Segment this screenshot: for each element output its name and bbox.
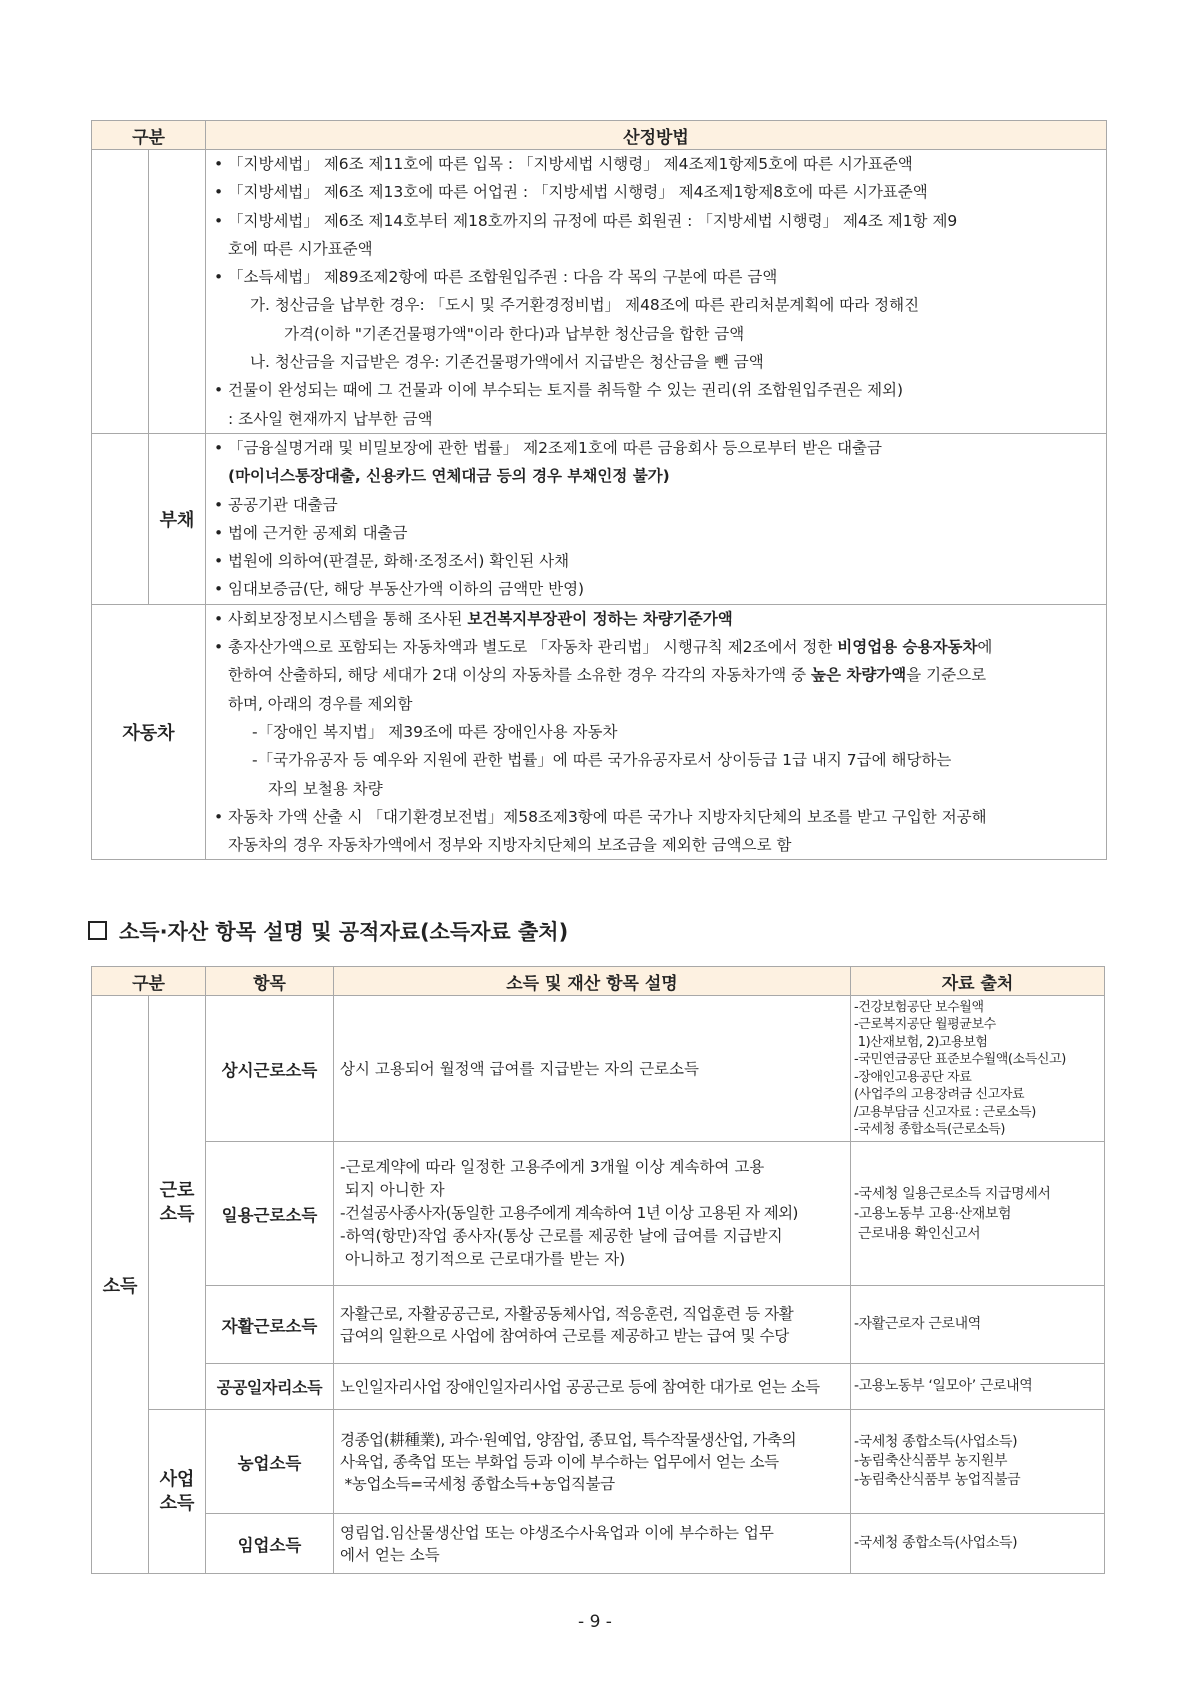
sub-item-continuation: 가격(이하 "기존건물평가액"이라 한다)과 납부한 청산금을 합한 금액 [284, 324, 745, 343]
section-heading [88, 916, 568, 946]
description-line: 에서 얻는 소득 [340, 1545, 440, 1564]
table-row [92, 1286, 1105, 1364]
debt-method-cell [206, 433, 1107, 604]
source-line: -장애인고용공단 자료 [854, 1069, 972, 1085]
item-description [334, 1142, 851, 1286]
description-line: 자활근로, 자활공공근로, 자활공동체사업, 적응훈련, 직업훈련 등 자활 [340, 1304, 794, 1323]
checkbox-square-icon [88, 921, 107, 940]
empty-cell [92, 150, 149, 434]
description-line: *농업소득=국세청 종합소득+농업직불금 [340, 1474, 615, 1493]
table-row [92, 604, 1107, 860]
table-row [92, 1142, 1105, 1286]
description-line: 경종업(耕種業), 과수·원예업, 양잠업, 종묘업, 특수작물생산업, 가축의 [340, 1430, 797, 1449]
source-line: /고용부담금 신고자료 : 근로소득) [854, 1104, 1036, 1120]
source-line: -자활근로자 근로내역 [854, 1315, 981, 1332]
item-description [334, 996, 851, 1142]
source-line: -건강보험공단 보수월액 [854, 999, 984, 1015]
income-source-table [91, 966, 1105, 1574]
list-item-note: (마이너스통장대출, 신용카드 연체대금 등의 경우 부채인정 불가) [228, 467, 670, 486]
description-line: -건설공사종사자(동일한 고용주에게 계속하여 1년 이상 고용된 자 제외) [340, 1204, 798, 1222]
source-line: -국세청 일용근로소득 지급명세서 [854, 1185, 1051, 1202]
item-name: 농업소득 [206, 1410, 334, 1514]
list-item: • 자동차 가액 산출 시 「대기환경보전법」제58조제3항에 따른 국가나 지방자치단체의 보조를 받고 구입한 저공해 [212, 803, 1098, 831]
car-method-cell [206, 604, 1107, 860]
sub-item: 가. 청산금을 납부한 경우: 「도시 및 주거환경정비법」 제48조에 따른 관리처분계획에 따라 정해진 [250, 296, 920, 315]
item-source [851, 1142, 1105, 1286]
source-line: -고용노동부 ‘일모아’ 근로내역 [854, 1377, 1033, 1394]
header-description: 소득 및 재산 항목 설명 [334, 967, 851, 996]
description-line: 급여의 일환으로 사업에 참여하여 근로를 제공하고 받는 급여 및 수당 [340, 1326, 789, 1345]
list-item-continuation: : 조사일 현재까지 납부한 금액 [228, 409, 433, 428]
source-line: -국세청 종합소득(사업소득) [854, 1434, 1018, 1450]
description-line: 아니하고 정기적으로 근로대가를 받는 자) [340, 1250, 626, 1268]
header-category: 구분 [92, 121, 206, 150]
table-row [92, 1410, 1105, 1514]
list-item [212, 605, 1098, 633]
list-item: • 「지방세법」 제6조 제11호에 따른 입목 : 「지방세법 시행령」 제4조제1항제5호에 따른 시가표준액 [212, 150, 1098, 178]
source-line: -근로복지공단 월평균보수 [854, 1017, 996, 1032]
source-line: 1)산재보험, 2)고용보험 [854, 1034, 988, 1050]
item-name: 상시근로소득 [206, 996, 334, 1142]
bold-text-span: 높은 차량가액 [811, 666, 907, 685]
item-name: 임업소득 [206, 1514, 334, 1574]
labor-income-group-label: 근로 소득 [149, 996, 206, 1410]
description-line: -근로계약에 따라 일정한 고용주에게 3개월 이상 계속하여 고용 [340, 1158, 765, 1176]
description-line: 노인일자리사업 장애인일자리사업 공공근로 등에 참여한 대가로 얻는 소득 [340, 1377, 820, 1396]
item-source [851, 1364, 1105, 1410]
sub-item: -「국가유공자 등 예우와 지원에 관한 법률」에 따른 국가유공자로서 상이등급 1급 내지 7급에 해당하는 [252, 751, 952, 770]
item-name: 자활근로소득 [206, 1286, 334, 1364]
list-item-continuation: 하며, 아래의 경우를 제외함 [228, 694, 413, 713]
source-line: 근로내용 확인신고서 [854, 1225, 981, 1242]
asset-calc-table [91, 120, 1107, 860]
item-name: 일용근로소득 [206, 1142, 334, 1286]
header-category: 구분 [92, 967, 206, 996]
item-description [334, 1286, 851, 1364]
empty-cell [92, 433, 149, 604]
description-line: 사육업, 종축업 또는 부화업 등과 이에 부수하는 업무에서 얻는 소득 [340, 1452, 779, 1471]
list-item-continuation [212, 661, 1098, 689]
debt-label: 부채 [149, 433, 206, 604]
source-line: -농림축산식품부 농지원부 [854, 1453, 1008, 1469]
text-span: 에 [977, 638, 993, 657]
table-row [92, 1364, 1105, 1410]
table-row [92, 1514, 1105, 1574]
table-header-row [92, 967, 1105, 996]
income-label: 소득 [92, 996, 149, 1574]
car-label: 자동차 [92, 604, 206, 860]
item-name: 공공일자리소득 [206, 1364, 334, 1410]
section-heading-text: 소득·자산 항목 설명 및 공적자료(소득자료 출처) [119, 920, 569, 944]
description-line: 상시 고용되어 월정액 급여를 지급받는 자의 근로소득 [340, 1059, 699, 1078]
list-item: • 공공기관 대출금 [212, 491, 1098, 519]
list-item-continuation: 호에 따른 시가표준액 [228, 239, 373, 258]
source-line: -농림축산식품부 농업직불금 [854, 1472, 1021, 1488]
list-item: • 법원에 의하여(판결문, 화해·조정조서) 확인된 사채 [212, 547, 1098, 575]
list-item: • 「지방세법」 제6조 제14호부터 제18호까지의 규정에 따른 회원권 : 「지방세법 시행령」 제4조 제1항 제9 [212, 207, 1098, 235]
business-income-group-label: 사업 소득 [149, 1410, 206, 1574]
description-line: 영림업.임산물생산업 또는 야생조수사육업과 이에 부수하는 업무 [340, 1523, 774, 1542]
list-item: • 건물이 완성되는 때에 그 건물과 이에 부수되는 토지를 취득할 수 있는 권리(위 조합원입주권은 제외) [212, 376, 1098, 404]
bold-text-span: 보건복지부장관이 정하는 차량기준가액 [467, 609, 733, 628]
table-row [92, 150, 1107, 434]
source-line: -국세청 종합소득(사업소득) [854, 1534, 1018, 1551]
sub-item-continuation: 자의 보철용 차량 [268, 779, 383, 798]
description-line: 되지 아니한 자 [340, 1181, 445, 1199]
bold-text-span: 비영업용 승용자동차 [837, 638, 978, 657]
item-source [851, 1514, 1105, 1574]
sub-item: 나. 청산금을 지급받은 경우: 기존건물평가액에서 지급받은 청산금을 뺀 금액 [250, 353, 764, 372]
sub-item: -「장애인 복지법」 제39조에 따른 장애인사용 자동차 [252, 722, 618, 741]
table-row [92, 996, 1105, 1142]
header-source: 자료 출처 [851, 967, 1105, 996]
source-line: -국세청 종합소득(근로소득) [854, 1122, 1006, 1137]
source-line: -고용노동부 고용·산재보험 [854, 1205, 1012, 1222]
item-source [851, 1410, 1105, 1514]
item-description [334, 1410, 851, 1514]
text-span: 사회보장정보시스템을 통해 조사된 [228, 609, 468, 628]
list-item: • 「금융실명거래 및 비밀보장에 관한 법률」 제2조제1호에 따른 금융회사 등으로부터 받은 대출금 [212, 434, 1098, 462]
header-item: 항목 [206, 967, 334, 996]
list-item-continuation: 자동차의 경우 자동차가액에서 정부와 지방자치단체의 보조금을 제외한 금액으로 함 [228, 836, 792, 855]
source-line: (사업주의 고용장려금 신고자료 [854, 1087, 1025, 1102]
item-description [334, 1364, 851, 1410]
description-line: -하역(항만)작업 종사자(통상 근로를 제공한 날에 급여를 지급받지 [340, 1227, 783, 1245]
item-description [334, 1514, 851, 1574]
text-span: 한하여 산출하되, 해당 세대가 2대 이상의 자동차를 소유한 경우 각각의 자동차가액 중 [228, 666, 811, 685]
source-line: -국민연금공단 표준보수월액(소득신고) [854, 1052, 1066, 1067]
list-item: • 임대보증금(단, 해당 부동산가액 이하의 금액만 반영) [212, 575, 1098, 603]
empty-cell [149, 150, 206, 434]
list-item: • 법에 근거한 공제회 대출금 [212, 519, 1098, 547]
page-number: - 9 - [578, 1612, 612, 1632]
list-item: • 「소득세법」 제89조제2항에 따른 조합원입주권 : 다음 각 목의 구분에 따른 금액 [212, 263, 1098, 291]
table-row [92, 433, 1107, 604]
item-source [851, 996, 1105, 1142]
item-source [851, 1286, 1105, 1364]
header-method: 산정방법 [206, 121, 1107, 150]
list-item: • 「지방세법」 제6조 제13호에 따른 어업권 : 「지방세법 시행령」 제4조제1항제8호에 따른 시가표준액 [212, 178, 1098, 206]
list-item [212, 633, 1098, 661]
text-span: 총자산가액으로 포함되는 자동차액과 별도로 「자동차 관리법」 시행규칙 제2조에서 정한 [228, 638, 838, 657]
asset-method-cell [206, 150, 1107, 434]
text-span: 을 기준으로 [906, 666, 987, 685]
table-header-row [92, 121, 1107, 150]
